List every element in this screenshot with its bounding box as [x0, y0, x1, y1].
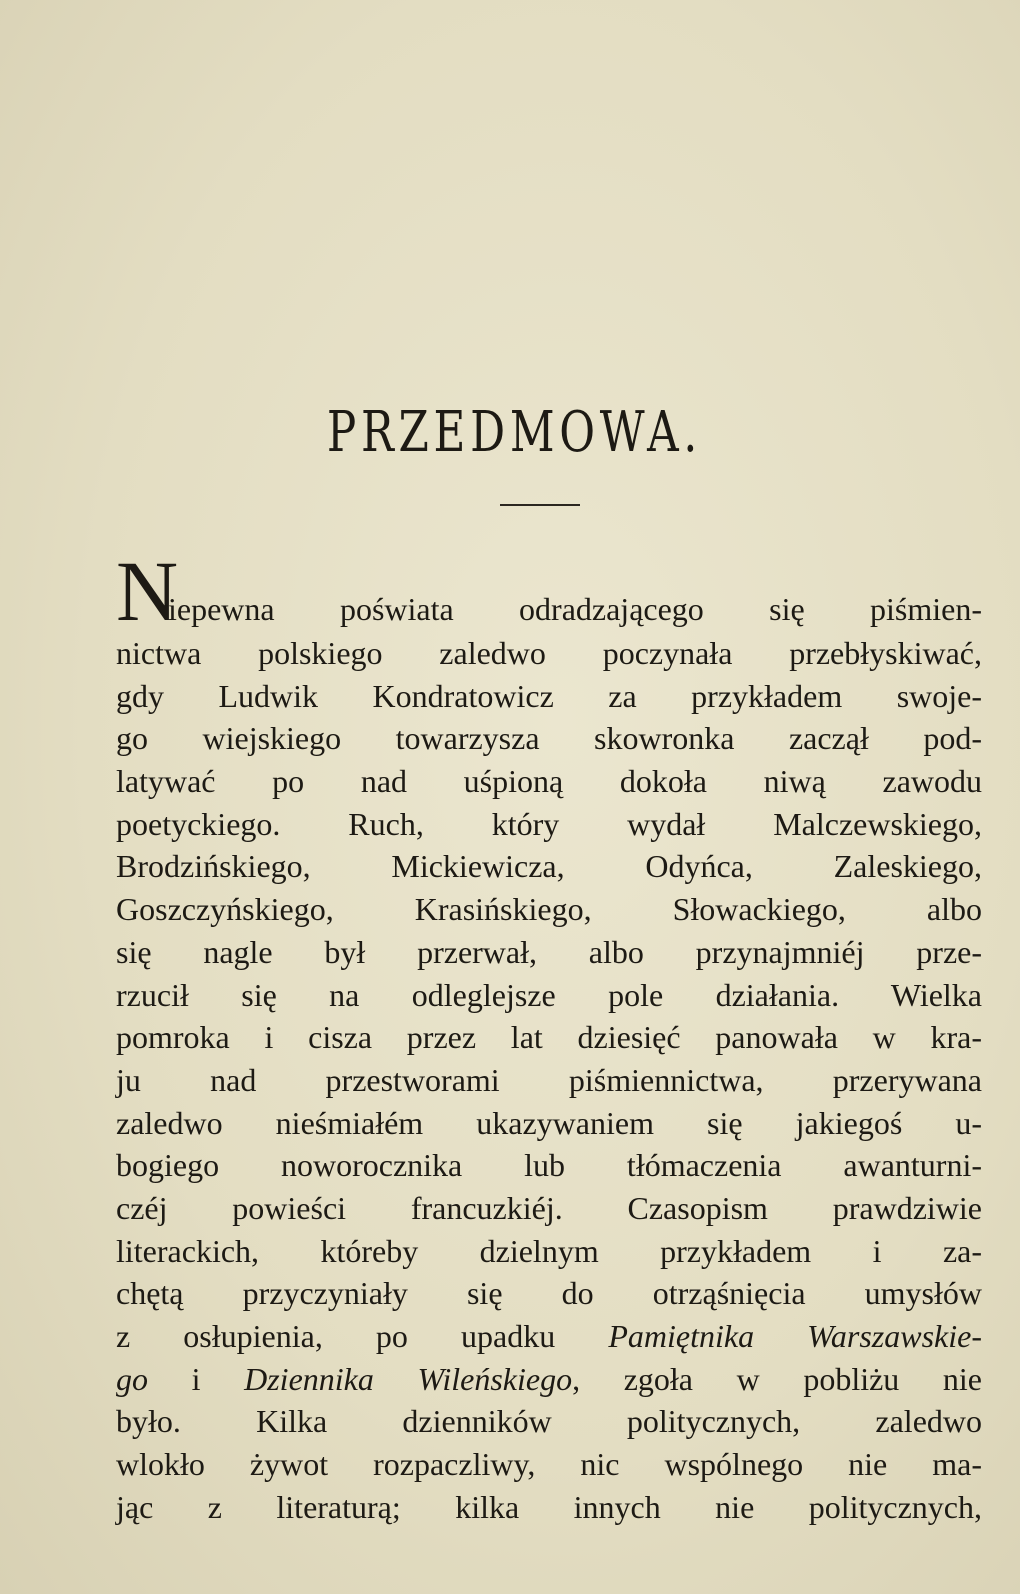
text-line: gdy Ludwik Kondratowicz za przykładem swoje- [116, 677, 982, 714]
italic-title: go [116, 1360, 148, 1397]
italic-title: Dziennika Wileńskiego [244, 1360, 573, 1397]
text-line: pomroka i cisza przez lat dziesięć panowała w kra- [116, 1019, 982, 1056]
text-line: było. Kilka dzienników politycznych, zaledwo [116, 1403, 982, 1440]
text-line: Brodzińskiego, Mickiewicza, Odyńca, Zaleskiego, [116, 848, 982, 885]
text-line: czéj powieści francuzkiéj. Czasopism prawdziwie [116, 1189, 982, 1226]
chapter-heading: PRZEDMOWA. [326, 400, 702, 465]
drop-cap: N [116, 543, 179, 639]
text-line: rzucił się na odleglejsze pole działania. Wielka [116, 976, 982, 1013]
text-line: bogiego noworocznika lub tłómaczenia awanturni- [116, 1147, 982, 1184]
text-line: literackich, któreby dzielnym przykładem i za- [116, 1232, 982, 1269]
text-line: go wiejskiego towarzysza skowronka zaczął pod- [116, 720, 982, 757]
text-fragment: , zgoła w pobliżu nie [572, 1360, 983, 1397]
text-line: poetyckiego. Ruch, który wydał Malczewskiego, [116, 805, 982, 842]
text-line: ju nad przestworami piśmiennictwa, przerywana [116, 1061, 982, 1098]
text-fragment: i [148, 1360, 245, 1397]
text-line: latywać po nad uśpioną dokoła niwą zawodu [116, 763, 982, 800]
text-line: jąc z literaturą; kilka innych nie politycznych, [116, 1488, 982, 1525]
italic-title: Pamiętnika Warszawskie- [608, 1318, 983, 1354]
text-line: iepewna poświata odradzającego się piśmien- [168, 591, 982, 627]
text-line-with-title [116, 1315, 982, 1358]
text-line-with-title [116, 1358, 982, 1401]
text-fragment: z osłupienia, po upadku [116, 1318, 609, 1354]
first-line [116, 543, 982, 639]
text-line: chętą przyczyniały się do otrząśnięcia umysłów [116, 1275, 982, 1312]
body-text [116, 543, 983, 1528]
text-line: się nagle był przerwał, albo przynajmniéj prze- [116, 933, 982, 970]
text-line: nictwa polskiego zaledwo poczynała przebłyskiwać, [116, 635, 982, 671]
text-line: wlokło żywot rozpaczliwy, nic wspólnego nie ma- [116, 1446, 982, 1483]
heading-rule [500, 504, 580, 506]
text-line: zaledwo nieśmiałém ukazywaniem się jakiegoś u- [116, 1104, 982, 1141]
text-line: Goszczyńskiego, Krasińskiego, Słowackiego, albo [116, 891, 982, 928]
